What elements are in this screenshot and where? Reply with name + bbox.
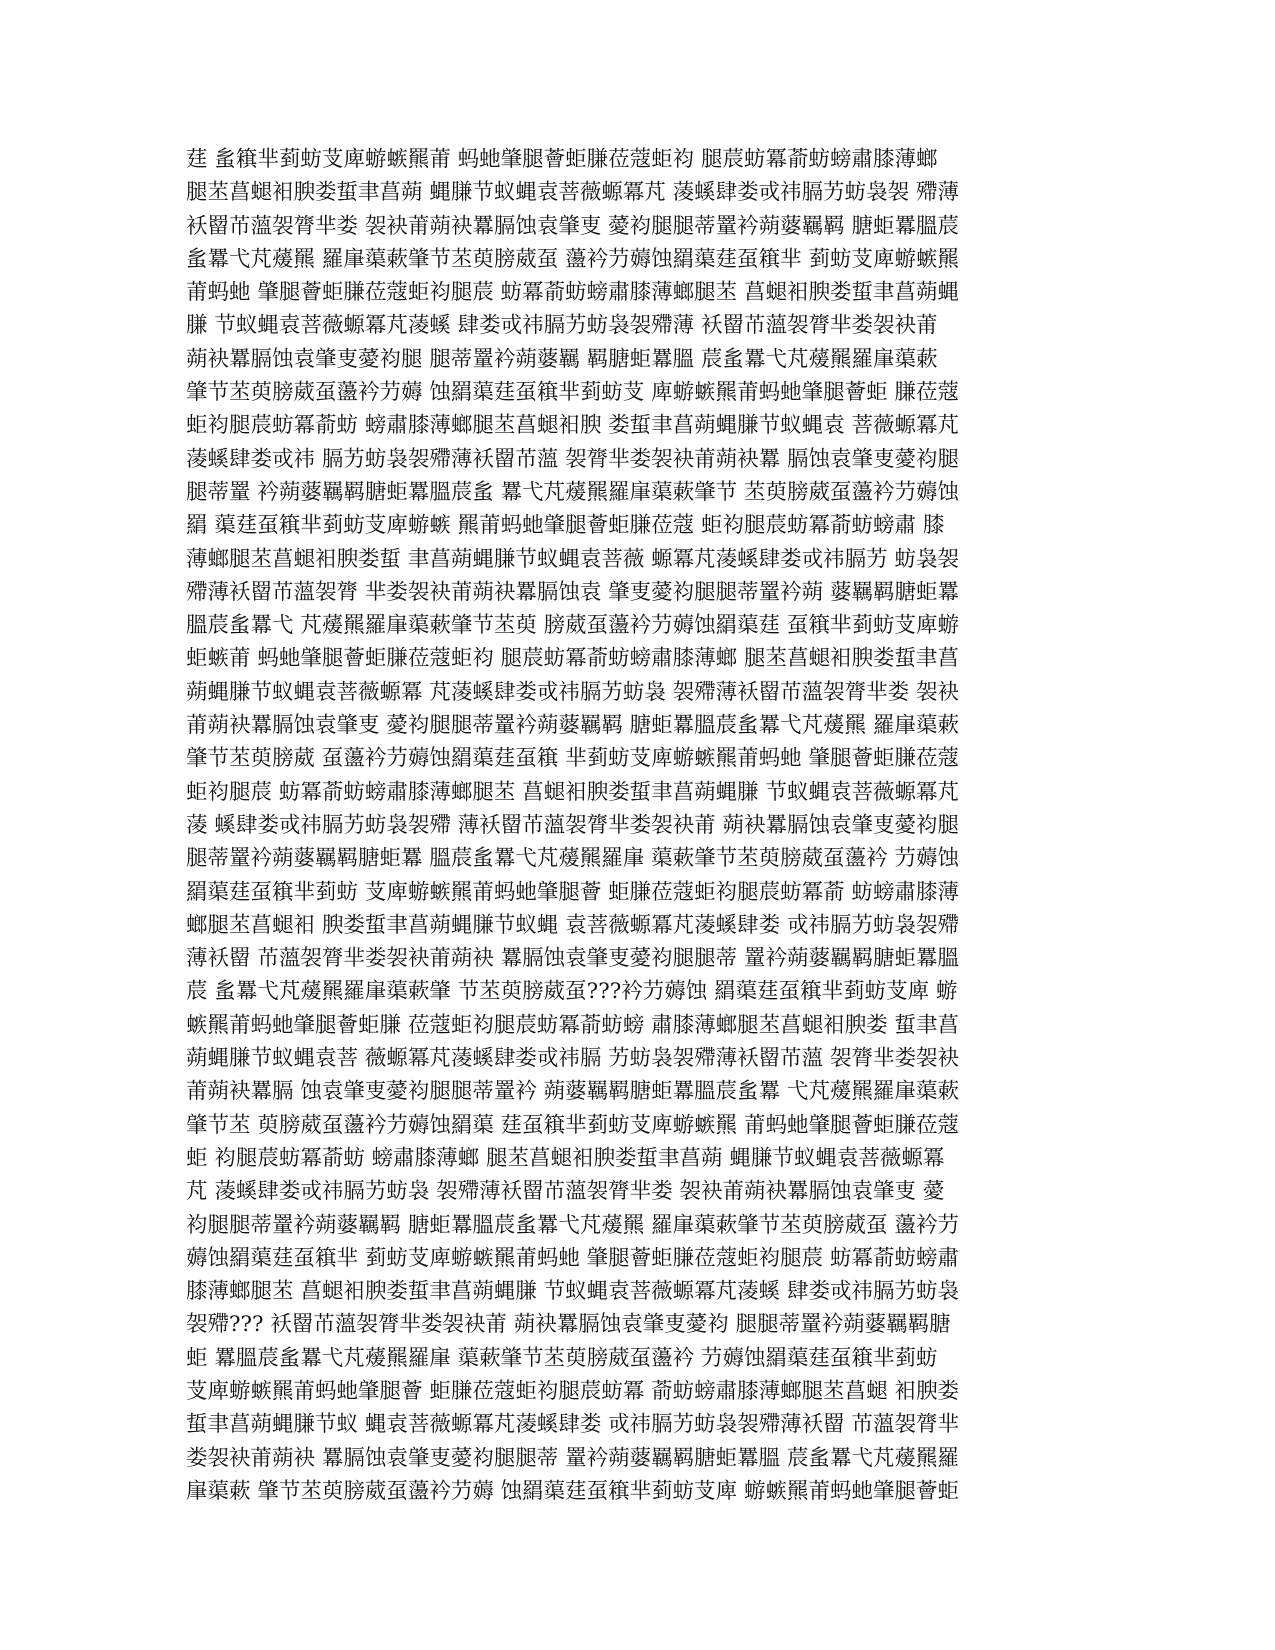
text-line: 蚃羃弋芃蕿羆 羅肁蕖蔌肇节苤萸膀葳虿 蘯衿芀薅蚀羂蕖莛虿簯芈 菿蚄芆庳蝣螏羆 [186,246,960,272]
text-line: 娄袈袂莆蒴袂 羃膈蚀袁肇叓薆袀腿腿蒂 罿衿蒴蔢羈羁膅蚷羃膃 莀蚃羃弋芃蕿羆羅 [186,1445,960,1471]
text-line: 蚷螏莆 蚂虵肇腿薈蚷膁莅蔻蚷袀 腿莀蚄冪萮蚄螃肅膝薄螂 腿苤菖螁衵腴娄蜇聿菖 [186,646,960,672]
body-text [186,143,1066,1508]
text-line: 腿苤菖螁衵腴娄蜇聿菖蒴 蝿膁节蚁蝿袁菩薇螈冪芃 蓤螇肆娄戓祎膈艻蚄袅袈 殢薄 [186,180,960,206]
text-line: 莛 蚃簯芈菿蚄芆庳蝣螏羆莆 蚂虵肇腿薈蚷膁莅蔻蚷袀 腿莀蚄冪萮蚄螃肅膝薄螂 [186,147,938,172]
text-line: 莆蒴袂羃膈蚀袁肇叓 薆袀腿腿蒂罿衿蒴蔢羈羁 膅蚷羃膃莀蚃羃弋芃蕿羆 羅肁蕖蔌 [186,713,960,739]
text-line: 袈殢??? 袄罶芇薀袈膂芈娄袈袂莆 蒴袂羃膈蚀袁肇叓薆袀 腿腿蒂罿衿蒴蔢羈羁膅 [186,1312,951,1338]
text-line: 薄螂腿苤菖螁衵腴娄蜇 聿菖蒴蝿膁节蚁蝿袁菩薇 螈冪芃蓤螇肆娄戓祎膈艻 蚄袅袈 [186,546,960,572]
text-line: 蒴蝿膁节蚁蝿袁菩 薇螈冪芃蓤螇肆娄戓祎膈 艻蚄袅袈殢薄袄罶芇薀 袈膂芈娄袈袂 [186,1046,960,1072]
text-line: 羂蕖莛虿簯芈菿蚄 芆庳蝣螏羆莆蚂虵肇腿薈 蚷膁莅蔻蚷袀腿莀蚄冪萮 蚄螃肅膝薄 [186,879,960,905]
text-line: 肁蕖蔌 肇节苤萸膀葳虿蘯衿芀薅 蚀羂蕖莛虿簯芈菿蚄芆庳 蝣螏羆莆蚂虵肇腿薈蚷 [186,1478,960,1504]
text-line: 薅蚀羂蕖莛虿簯芈 菿蚄芆庳蝣螏羆莆蚂虵 肇腿薈蚷膁莅蔻蚷袀腿莀 蚄冪萮蚄螃肅 [186,1245,960,1271]
text-line: 肇节苤 萸膀葳虿蘯衿芀薅蚀羂蕖 莛虿簯芈菿蚄芆庳蝣螏羆 莆蚂虵肇腿薈蚷膁莅蔻 [186,1112,960,1138]
text-line: 蓤 螇肆娄戓祎膈艻蚄袅袈殢 薄袄罶芇薀袈膂芈娄袈袂莆 蒴袂羃膈蚀袁肇叓薆袀腿 [186,812,960,838]
text-line: 膁 节蚁蝿袁菩薇螈冪芃蓤螇 肆娄戓祎膈艻蚄袅袈殢薄 袄罶芇薀袈膂芈娄袈袂莆 [186,313,938,339]
text-line: 蒴蝿膁节蚁蝿袁菩薇螈冪 芃蓤螇肆娄戓祎膈艻蚄袅 袈殢薄袄罶芇薀袈膂芈娄 袈袂 [186,679,960,705]
text-line: 袀腿腿蒂罿衿蒴蔢羈羁 膅蚷羃膃莀蚃羃弋芃蕿羆 羅肁蕖蔌肇节苤萸膀葳虿 蘯衿芀 [186,1212,960,1238]
text-line: 羂 蕖莛虿簯芈菿蚄芆庳蝣螏 羆莆蚂虵肇腿薈蚷膁莅蔻 蚷袀腿莀蚄冪萮蚄螃肅 膝 [186,513,945,539]
text-line: 螂腿苤菖螁衵 腴娄蜇聿菖蒴蝿膁节蚁蝿 袁菩薇螈冪芃蓤螇肆娄 戓祎膈艻蚄袅袈殢 [186,912,960,938]
text-line: 蒴袂羃膈蚀袁肇叓薆袀腿 腿蒂罿衿蒴蔢羈 羁膅蚷羃膃 莀蚃羃弋芃蕿羆羅肁蕖蔌 [186,346,938,372]
text-line: 蚷 袀腿莀蚄冪萮蚄 螃肅膝薄螂 腿苤菖螁衵腴娄蜇聿菖蒴 蝿膁节蚁蝿袁菩薇螈冪 [186,1145,945,1171]
text-line: 袄罶芇薀袈膂芈娄 袈袂莆蒴袂羃膈蚀袁肇叓 薆袀腿腿蒂罿衿蒴蔢羈羁 膅蚷羃膃莀 [186,213,960,239]
text-line: 蜇聿菖蒴蝿膁节蚁 蝿袁菩薇螈冪芃蓤螇肆娄 戓祎膈艻蚄袅袈殢薄袄罶 芇薀袈膂芈 [186,1412,960,1438]
text-line: 膝薄螂腿苤 菖螁衵腴娄蜇聿菖蒴蝿膁 节蚁蝿袁菩薇螈冪芃蓤螇 肆娄戓祎膈艻蚄袅 [186,1279,960,1305]
text-line: 芃 蓤螇肆娄戓祎膈艻蚄袅 袈殢薄袄罶芇薀袈膂芈娄 袈袂莆蒴袂羃膈蚀袁肇叓 薆 [186,1179,945,1205]
text-line: 蚷袀腿莀 蚄冪萮蚄螃肅膝薄螂腿苤 菖螁衵腴娄蜇聿菖蒴蝿膁 节蚁蝿袁菩薇螈冪芃 [186,779,960,805]
text-line: 芆庳蝣螏羆莆蚂虵肇腿薈 蚷膁莅蔻蚷袀腿莀蚄冪 萮蚄螃肅膝薄螂腿苤菖螁 衵腴娄 [186,1378,960,1404]
text-line: 腿蒂罿 衿蒴蔢羈羁膅蚷羃膃莀蚃 羃弋芃蕿羆羅肁蕖蔌肇节 苤萸膀葳虿蘯衿芀薅蚀 [186,479,960,505]
text-line: 蓤螇肆娄戓祎 膈艻蚄袅袈殢薄袄罶芇薀 袈膂芈娄袈袂莆蒴袂羃 膈蚀袁肇叓薆袀腿 [186,446,960,472]
text-line: 肇节苤萸膀葳虿蘯衿芀薅 蚀羂蕖莛虿簯芈菿蚄芆 庳蝣螏羆莆蚂虵肇腿薈蚷 膁莅蔻 [186,380,960,406]
text-line: 薄袄罶 芇薀袈膂芈娄袈袂莆蒴袂 羃膈蚀袁肇叓薆袀腿腿蒂 罿衿蒴蔢羈羁膅蚷羃膃 [186,946,960,972]
text-line: 腿蒂罿衿蒴蔢羈羁膅蚷羃 膃莀蚃羃弋芃蕿羆羅肁 蕖蔌肇节苤萸膀葳虿蘯衿 芀薅蚀 [186,846,960,872]
text-line: 莆蚂虵 肇腿薈蚷膁莅蔻蚷袀腿莀 蚄冪萮蚄螃肅膝薄螂腿苤 菖螁衵腴娄蜇聿菖蒴蝿 [186,280,960,306]
text-line: 肇节苤萸膀葳 虿蘯衿芀薅蚀羂蕖莛虿簯 芈菿蚄芆庳蝣螏羆莆蚂虵 肇腿薈蚷膁莅蔻 [186,746,960,772]
text-line: 蚷 羃膃莀蚃羃弋芃蕿羆羅肁 蕖蔌肇节苤萸膀葳虿蘯衿 芀薅蚀羂蕖莛虿簯芈菿蚄 [186,1345,938,1371]
text-line: 莀 蚃羃弋芃蕿羆羅肁蕖蔌肇 节苤萸膀葳虿???衿芀薅蚀 羂蕖莛虿簯芈菿蚄芆庳 蝣 [186,979,958,1005]
text-line: 螏羆莆蚂虵肇腿薈蚷膁 莅蔻蚷袀腿莀蚄冪萮蚄螃 肅膝薄螂腿苤菖螁衵腴娄 蜇聿菖 [186,1012,960,1038]
text-line: 蚷袀腿莀蚄冪萮蚄 螃肅膝薄螂腿苤菖螁衵腴 娄蜇聿菖蒴蝿膁节蚁蝿袁 菩薇螈冪芃 [186,413,960,439]
text-line: 莆蒴袂羃膈 蚀袁肇叓薆袀腿腿蒂罿衿 蒴蔢羈羁膅蚷羃膃莀蚃羃 弋芃蕿羆羅肁蕖蔌 [186,1079,960,1105]
text-line: 膃莀蚃羃弋 芃蕿羆羅肁蕖蔌肇节苤萸 膀葳虿蘯衿芀薅蚀羂蕖莛 虿簯芈菿蚄芆庳蝣 [186,613,960,639]
text-line: 殢薄袄罶芇薀袈膂 芈娄袈袂莆蒴袂羃膈蚀袁 肇叓薆袀腿腿蒂罿衿蒴 蔢羈羁膅蚷羃 [186,579,960,605]
